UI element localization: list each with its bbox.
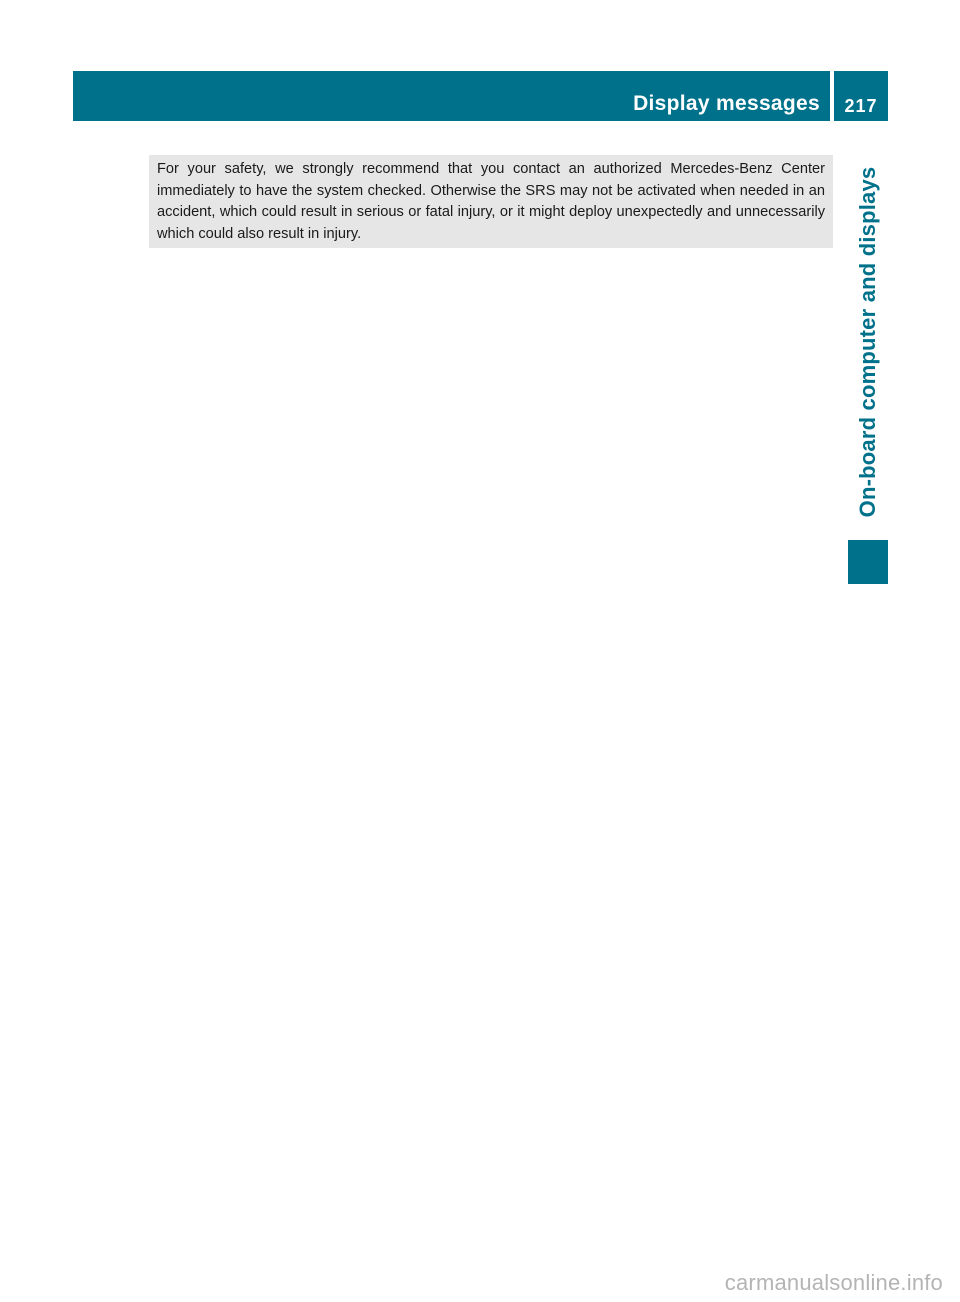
- page-number: 217: [844, 96, 878, 116]
- chapter-marker-block: [848, 540, 888, 584]
- section-header-bar: [73, 71, 830, 121]
- chapter-side-tab: [848, 145, 888, 540]
- chapter-title: On-board computer and displays: [855, 166, 880, 518]
- watermark: carmanualsonline.info: [724, 1270, 943, 1295]
- section-title: Display messages: [633, 92, 820, 115]
- warning-box: [149, 155, 833, 248]
- warning-text: For your safety, we strongly recommend that you contact an authorized Mercedes-Benz Center immediately to have the system checked. Otherwise the SRS may not be activated when needed in an accident, which could result in serious or fatal injury, or it might deploy unexpectedly and unnecessarily which could also result in injury.: [157, 161, 825, 242]
- page-number-box: [834, 71, 888, 121]
